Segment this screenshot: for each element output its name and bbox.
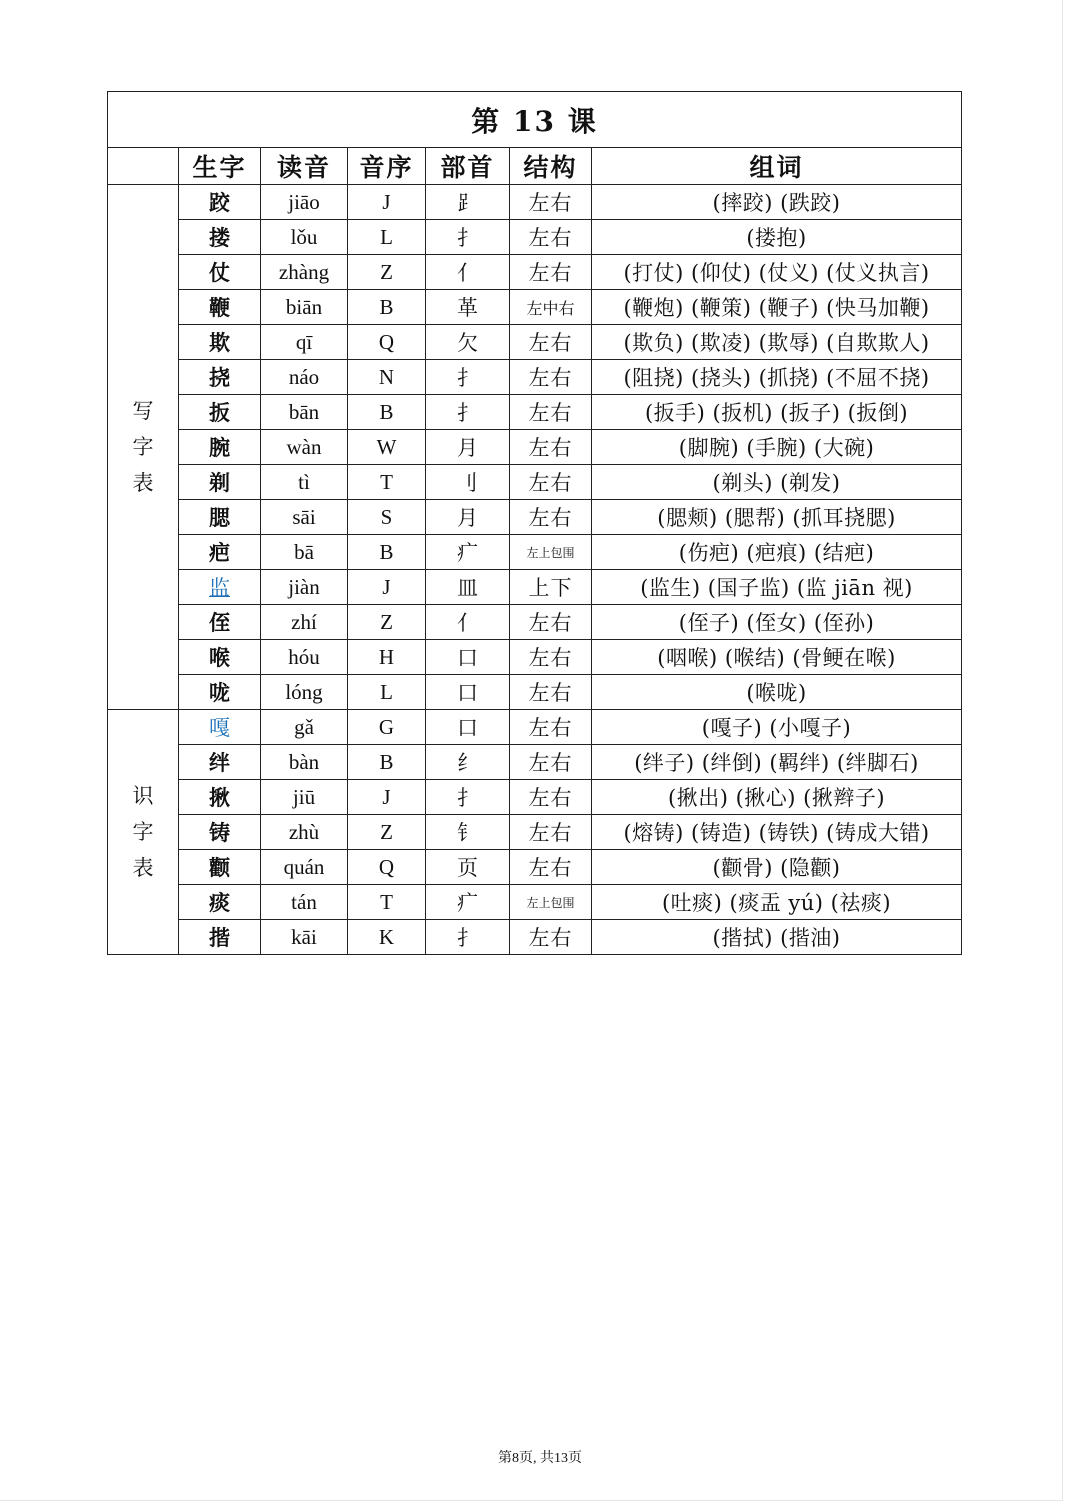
table-row [108,885,962,920]
pinyin-cell: bàn [261,745,348,780]
header-words: 组词 [592,148,962,185]
pinyin-cell: zhàng [261,255,348,290]
radical-cell: 刂 [426,465,510,500]
order-cell: Z [348,605,426,640]
pinyin-cell: bā [261,535,348,570]
pinyin-cell: quán [261,850,348,885]
structure-cell: 左右 [510,430,592,465]
order-cell: W [348,430,426,465]
radical-cell: 疒 [426,535,510,570]
pinyin-cell: lóng [261,675,348,710]
character-cell: 咙 [179,675,261,710]
structure-cell: 左右 [510,675,592,710]
order-cell: J [348,570,426,605]
structure-cell: 左右 [510,815,592,850]
radical-cell: 扌 [426,920,510,955]
table-row [108,710,962,745]
character-cell: 绊 [179,745,261,780]
pinyin-cell: náo [261,360,348,395]
radical-cell: 革 [426,290,510,325]
structure-cell: 左右 [510,710,592,745]
words-cell: (打仗) (仰仗) (仗义) (仗义执言) [592,255,962,290]
pinyin-cell: jiāo [261,185,348,220]
structure-cell: 左上包围 [510,885,592,920]
table-row [108,185,962,220]
words-cell: (脚腕) (手腕) (大碗) [592,430,962,465]
character-cell: 铸 [179,815,261,850]
radical-cell: 疒 [426,885,510,920]
words-cell: (揪出) (揪心) (揪辫子) [592,780,962,815]
order-cell: L [348,220,426,255]
radical-cell: 欠 [426,325,510,360]
structure-cell: 左右 [510,465,592,500]
words-cell: (搂抱) [592,220,962,255]
pinyin-cell: bān [261,395,348,430]
order-cell: J [348,780,426,815]
words-cell: (咽喉) (喉结) (骨鲠在喉) [592,640,962,675]
table-row [108,290,962,325]
order-cell: Z [348,815,426,850]
order-cell: J [348,185,426,220]
order-cell: K [348,920,426,955]
table-row [108,430,962,465]
table-row [108,395,962,430]
words-cell: (侄子) (侄女) (侄孙) [592,605,962,640]
pinyin-cell: wàn [261,430,348,465]
words-cell: (剃头) (剃发) [592,465,962,500]
structure-cell: 左右 [510,850,592,885]
order-cell: L [348,675,426,710]
structure-cell: 左右 [510,780,592,815]
character-cell: 嘎 [179,710,261,745]
character-cell: 揩 [179,920,261,955]
structure-cell: 左中右 [510,290,592,325]
table-row [108,920,962,955]
order-cell: T [348,885,426,920]
order-cell: H [348,640,426,675]
character-cell: 侄 [179,605,261,640]
structure-cell: 左右 [510,920,592,955]
pinyin-cell: tì [261,465,348,500]
radical-cell: ⻊ [426,185,510,220]
words-cell: (鞭炮) (鞭策) (鞭子) (快马加鞭) [592,290,962,325]
radical-cell: 扌 [426,220,510,255]
words-cell: (摔跤) (跌跤) [592,185,962,220]
words-cell: (熔铸) (铸造) (铸铁) (铸成大错) [592,815,962,850]
header-radical: 部首 [426,148,510,185]
order-cell: Q [348,850,426,885]
words-cell: (腮颊) (腮帮) (抓耳挠腮) [592,500,962,535]
radical-cell: 口 [426,710,510,745]
character-cell: 揪 [179,780,261,815]
table-row [108,850,962,885]
structure-cell: 左右 [510,500,592,535]
pinyin-cell: sāi [261,500,348,535]
order-cell: Z [348,255,426,290]
structure-cell: 左右 [510,360,592,395]
order-cell: N [348,360,426,395]
pinyin-cell: kāi [261,920,348,955]
lesson-title: 第 13 课 [108,92,962,148]
pinyin-cell: gǎ [261,710,348,745]
structure-cell: 上下 [510,570,592,605]
table-row [108,535,962,570]
radical-cell: 亻 [426,605,510,640]
table-row [108,325,962,360]
words-cell: (喉咙) [592,675,962,710]
character-cell: 鞭 [179,290,261,325]
table-row [108,745,962,780]
order-cell: B [348,395,426,430]
radical-cell: 口 [426,640,510,675]
structure-cell: 左右 [510,220,592,255]
pinyin-cell: jiàn [261,570,348,605]
table-body [108,185,962,955]
structure-cell: 左右 [510,605,592,640]
character-cell: 喉 [179,640,261,675]
pinyin-cell: zhí [261,605,348,640]
order-cell: Q [348,325,426,360]
character-cell: 痰 [179,885,261,920]
pinyin-cell: tán [261,885,348,920]
table-row [108,570,962,605]
character-cell: 监 [179,570,261,605]
order-cell: B [348,290,426,325]
character-cell: 剃 [179,465,261,500]
table-row [108,500,962,535]
table-row [108,220,962,255]
words-cell: (阻挠) (挠头) (抓挠) (不屈不挠) [592,360,962,395]
character-cell: 搂 [179,220,261,255]
page-footer: 第8页, 共13页 [498,1451,582,1466]
character-cell: 仗 [179,255,261,290]
structure-cell: 左右 [510,325,592,360]
radical-cell: 页 [426,850,510,885]
words-cell: (扳手) (扳机) (扳子) (扳倒) [592,395,962,430]
character-cell: 颧 [179,850,261,885]
order-cell: S [348,500,426,535]
structure-cell: 左右 [510,395,592,430]
structure-cell: 左右 [510,640,592,675]
radical-cell: 扌 [426,360,510,395]
radical-cell: 皿 [426,570,510,605]
section-label [108,185,179,710]
table-row [108,640,962,675]
order-cell: B [348,745,426,780]
character-cell: 挠 [179,360,261,395]
section-label-text: 写字表 [132,399,154,495]
words-cell: (颧骨) (隐颧) [592,850,962,885]
words-cell: (伤疤) (疤痕) (结疤) [592,535,962,570]
words-cell: (吐痰) (痰盂 yú) (祛痰) [592,885,962,920]
header-character: 生字 [179,148,261,185]
character-cell: 腕 [179,430,261,465]
section-label-text: 识字表 [132,784,154,880]
table-row [108,360,962,395]
lesson-table [107,91,962,955]
radical-cell: 口 [426,675,510,710]
pinyin-cell: hóu [261,640,348,675]
pinyin-cell: jiū [261,780,348,815]
table-row [108,675,962,710]
order-cell: G [348,710,426,745]
pinyin-cell: zhù [261,815,348,850]
order-cell: B [348,535,426,570]
words-cell: (监生) (国子监) (监 jiān 视) [592,570,962,605]
pinyin-cell: biān [261,290,348,325]
structure-cell: 左上包围 [510,535,592,570]
table-row [108,605,962,640]
character-cell: 扳 [179,395,261,430]
words-cell: (嘎子) (小嘎子) [592,710,962,745]
character-cell: 跤 [179,185,261,220]
radical-cell: 纟 [426,745,510,780]
order-cell: T [348,465,426,500]
table-row [108,815,962,850]
character-cell: 疤 [179,535,261,570]
table-row [108,780,962,815]
radical-cell: 亻 [426,255,510,290]
structure-cell: 左右 [510,745,592,780]
radical-cell: 月 [426,430,510,465]
words-cell: (揩拭) (揩油) [592,920,962,955]
pinyin-cell: qī [261,325,348,360]
header-structure: 结构 [510,148,592,185]
words-cell: (绊子) (绊倒) (羁绊) (绊脚石) [592,745,962,780]
radical-cell: 扌 [426,780,510,815]
radical-cell: 月 [426,500,510,535]
table-row [108,255,962,290]
pinyin-cell: lǒu [261,220,348,255]
structure-cell: 左右 [510,255,592,290]
structure-cell: 左右 [510,185,592,220]
character-cell: 欺 [179,325,261,360]
table-row [108,465,962,500]
header-blank [108,148,179,185]
section-label [108,710,179,955]
character-cell: 腮 [179,500,261,535]
words-cell: (欺负) (欺凌) (欺辱) (自欺欺人) [592,325,962,360]
header-pronunciation: 读音 [261,148,348,185]
radical-cell: 扌 [426,395,510,430]
header-order: 音序 [348,148,426,185]
radical-cell: 钅 [426,815,510,850]
